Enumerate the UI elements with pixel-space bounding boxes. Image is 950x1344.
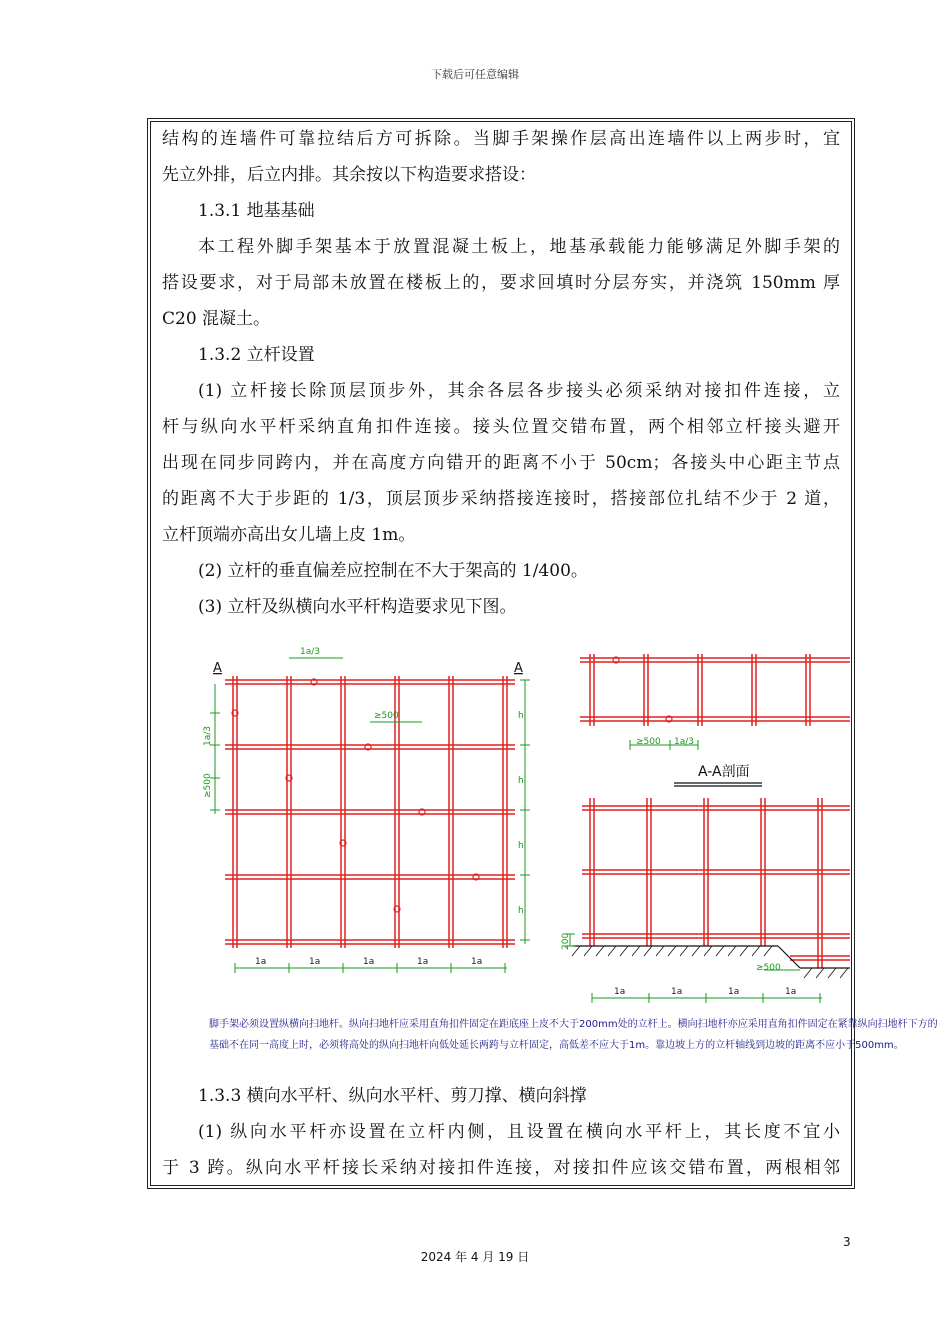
dim-la: 1a [417,957,429,967]
dim-la3-side: 1a/3 [203,726,213,746]
footer-date: 2024 年 4 月 19 日 [420,1250,530,1264]
dim-h: h [518,711,524,721]
ledger-lines [225,680,515,944]
text-line: (1) 立杆接长除顶层顶步外，其余各层各步接头必须采纳对接扣件连接，立 [198,381,840,401]
section-dimensions [565,934,822,1003]
body-text-continued [162,1078,840,1186]
section-mark-right: A [514,661,523,676]
text-line: 出现在同步同跨内，并在高度方向错开的距离不小于 50cm；各接头中心距主节点 [162,453,840,473]
dim-la: 1a [309,957,321,967]
dim-h: h [518,906,524,916]
plan-dim-ge500: ≥500 [636,737,661,747]
section-mark-left: A [213,661,222,676]
dim-la3-top: 1a/3 [300,647,320,657]
dim-la: 1a [471,957,483,967]
section-drawing [582,798,850,968]
text-line: (2) 立杆的垂直偏差应控制在不大于架高的 1/400。 [198,561,588,581]
dim-ge500-mid: ≥500 [374,711,399,721]
text-line: 立杆顶端亦高出女儿墙上皮 1m。 [162,525,416,545]
text-line: 杆与纵向水平杆采纳直角扣件连接。接头位置交错布置，两个相邻立杆接头避开 [162,417,840,437]
dim-h: h [518,841,524,851]
body-text [162,121,840,625]
section-heading: 1.3.2 立杆设置 [198,345,315,365]
page-header: 下载后可任意编辑 [431,68,519,81]
page-number: 3 [843,1235,851,1249]
dim-h: h [518,776,524,786]
section-heading: 1.3.3 横向水平杆、纵向水平杆、剪刀撑、横向斜撑 [198,1086,587,1106]
text-line: 先立外排，后立内排。其余按以下构造要求搭设： [162,165,536,185]
dim-la: 1a [363,957,375,967]
figure-note-line: 基础不在同一高度上时，必须将高处的纵向扫地杆向低处延长两跨与立杆固定，高低差不应大于1m。靠边坡上方的立杆轴线到边坡的距离不应小于500mm。 [209,1040,904,1051]
standard-lines [233,676,507,948]
text-line: 搭设要求，对于局部未放置在楼板上的，要求回填时分层夯实，并浇筑 150mm 厚 [162,273,840,293]
elevation-dimensions [210,658,530,973]
section-dim-la: 1a [614,987,626,997]
section-title: A-A剖面 [698,764,750,780]
section-dim-la: 1a [671,987,683,997]
figure-note-line: 脚手架必须设置纵横向扫地杆。纵向扫地杆应采用直角扣件固定在距底座上皮不大于200mm处的立杆上。横向扫地杆亦应采用直角扣件固定在紧靠纵向扫地杆下方的 [209,1019,938,1030]
section-dim-la: 1a [728,987,740,997]
text-line: 本工程外脚手架基本于放置混凝土板上，地基承载能力能够满足外脚手架的 [198,237,840,257]
slope-dim-ge500: ≥500 [756,963,781,973]
elevation-drawing [225,676,515,948]
text-line: 的距离不大于步距的 1/3，顶层顶步采纳搭接连接时，搭接部位扎结不少于 2 道， [162,489,840,509]
text-line: 于 3 跨。纵向水平杆接长采纳对接扣件连接，对接扣件应该交错布置，两根相邻 [162,1158,840,1178]
ground-line [572,946,850,978]
joint-markers [232,679,479,912]
text-line: 结构的连墙件可靠拉结后方可拆除。当脚手架操作层高出连墙件以上两步时，宜 [162,129,840,149]
scaffold-figure [150,628,938,1060]
text-line: (3) 立杆及纵横向水平杆构造要求见下图。 [198,597,517,617]
dim-la: 1a [255,957,267,967]
section-heading: 1.3.1 地基基础 [198,201,315,221]
elevation-labels [203,647,524,967]
plan-drawing [580,654,850,726]
dim-ge500-side: ≥500 [203,773,213,798]
text-line: (1) 纵向水平杆亦设置在立杆内侧，且设置在横向水平杆上，其长度不宜小 [198,1122,840,1142]
section-dim-la: 1a [785,987,797,997]
text-line: C20 混凝土。 [162,309,271,329]
plan-dim-la3: 1a/3 [674,737,694,747]
dim-200: 200 [561,932,571,950]
